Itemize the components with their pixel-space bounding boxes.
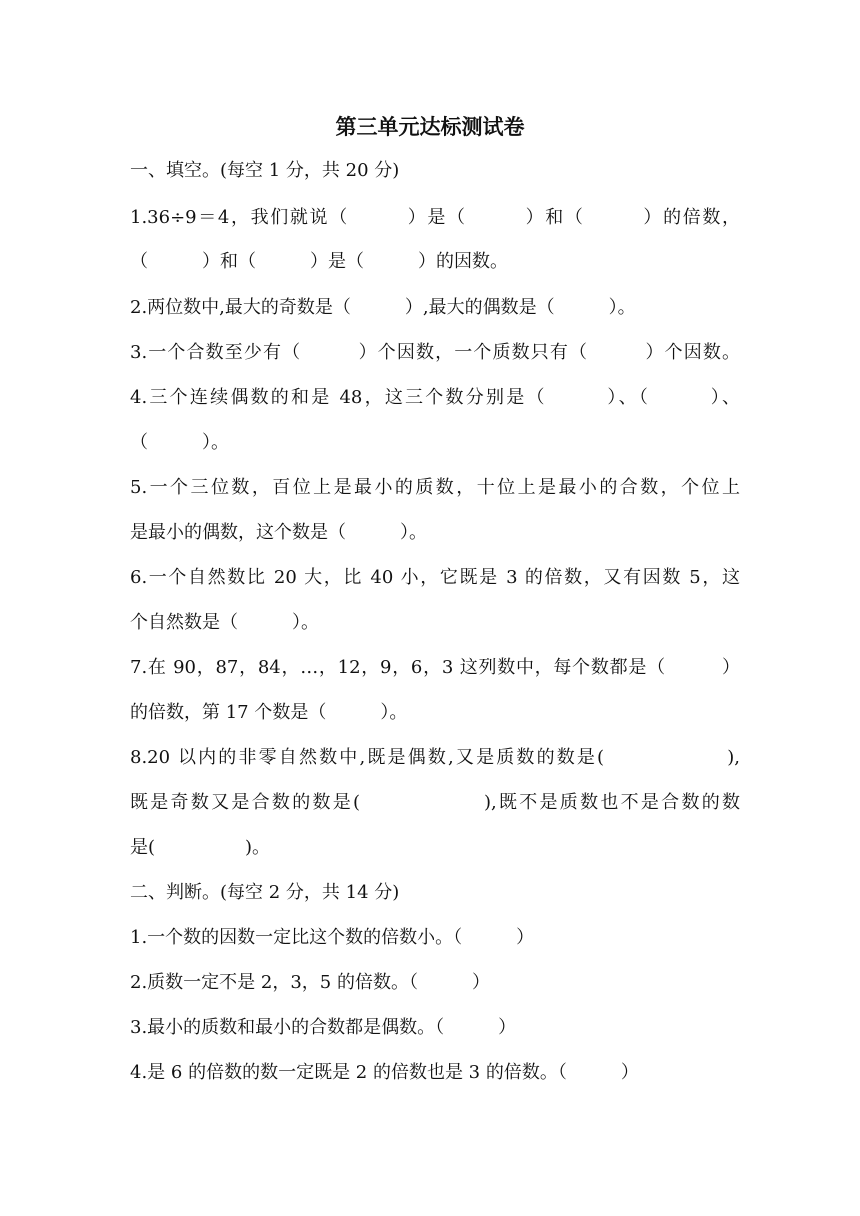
question-1-line-2: （ ）和（ ）是（ ）的因数。	[130, 251, 508, 272]
question-6-line-1: 6.一个自然数比 20 大，比 40 小，它既是 3 的倍数，又有因数 5，这	[130, 567, 740, 588]
section-2-heading: 二、判断。(每空 2 分，共 14 分)	[130, 882, 400, 903]
judgement-1: 1.一个数的因数一定比这个数的倍数小。（ ）	[130, 927, 535, 948]
question-3: 3.一个合数至少有（ ）个因数，一个质数只有（ ）个因数。	[130, 342, 740, 363]
question-4-line-1: 4.三个连续偶数的和是 48，这三个数分别是（ ）、（ ）、	[130, 387, 740, 408]
question-7-line-2: 的倍数，第 17 个数是（ ）。	[130, 702, 408, 723]
question-7-line-1: 7.在 90，87，84，…，12，9，6，3 这列数中，每个数都是（ ）	[130, 657, 740, 678]
question-5-line-1: 5.一个三位数，百位上是最小的质数，十位上是最小的合数，个位上	[130, 477, 740, 498]
question-8-line-2: 既是奇数又是合数的数是( ),既不是质数也不是合数的数	[130, 792, 740, 813]
question-5-line-2: 是最小的偶数，这个数是（ ）。	[130, 522, 427, 543]
question-2: 2.两位数中,最大的奇数是（ ）,最大的偶数是（ ）。	[130, 297, 636, 318]
judgement-4: 4.是 6 的倍数的数一定既是 2 的倍数也是 3 的倍数。（ ）	[130, 1062, 639, 1083]
question-8-line-3: 是( )。	[130, 837, 271, 858]
question-6-line-2: 个自然数是（ ）。	[130, 612, 319, 633]
question-4-line-2: （ ）。	[130, 432, 229, 453]
judgement-3: 3.最小的质数和最小的合数都是偶数。（ ）	[130, 1017, 517, 1038]
judgement-2: 2.质数一定不是 2，3，5 的倍数。（ ）	[130, 972, 490, 993]
page-title: 第三单元达标测试卷	[335, 114, 525, 139]
question-8-line-1: 8.20 以内的非零自然数中,既是偶数,又是质数的数是( ),	[130, 747, 740, 768]
section-1-heading: 一、填空。(每空 1 分，共 20 分)	[130, 160, 400, 181]
question-1-line-1: 1.36÷9＝4，我们就说（ ）是（ ）和（ ）的倍数，	[130, 207, 740, 228]
